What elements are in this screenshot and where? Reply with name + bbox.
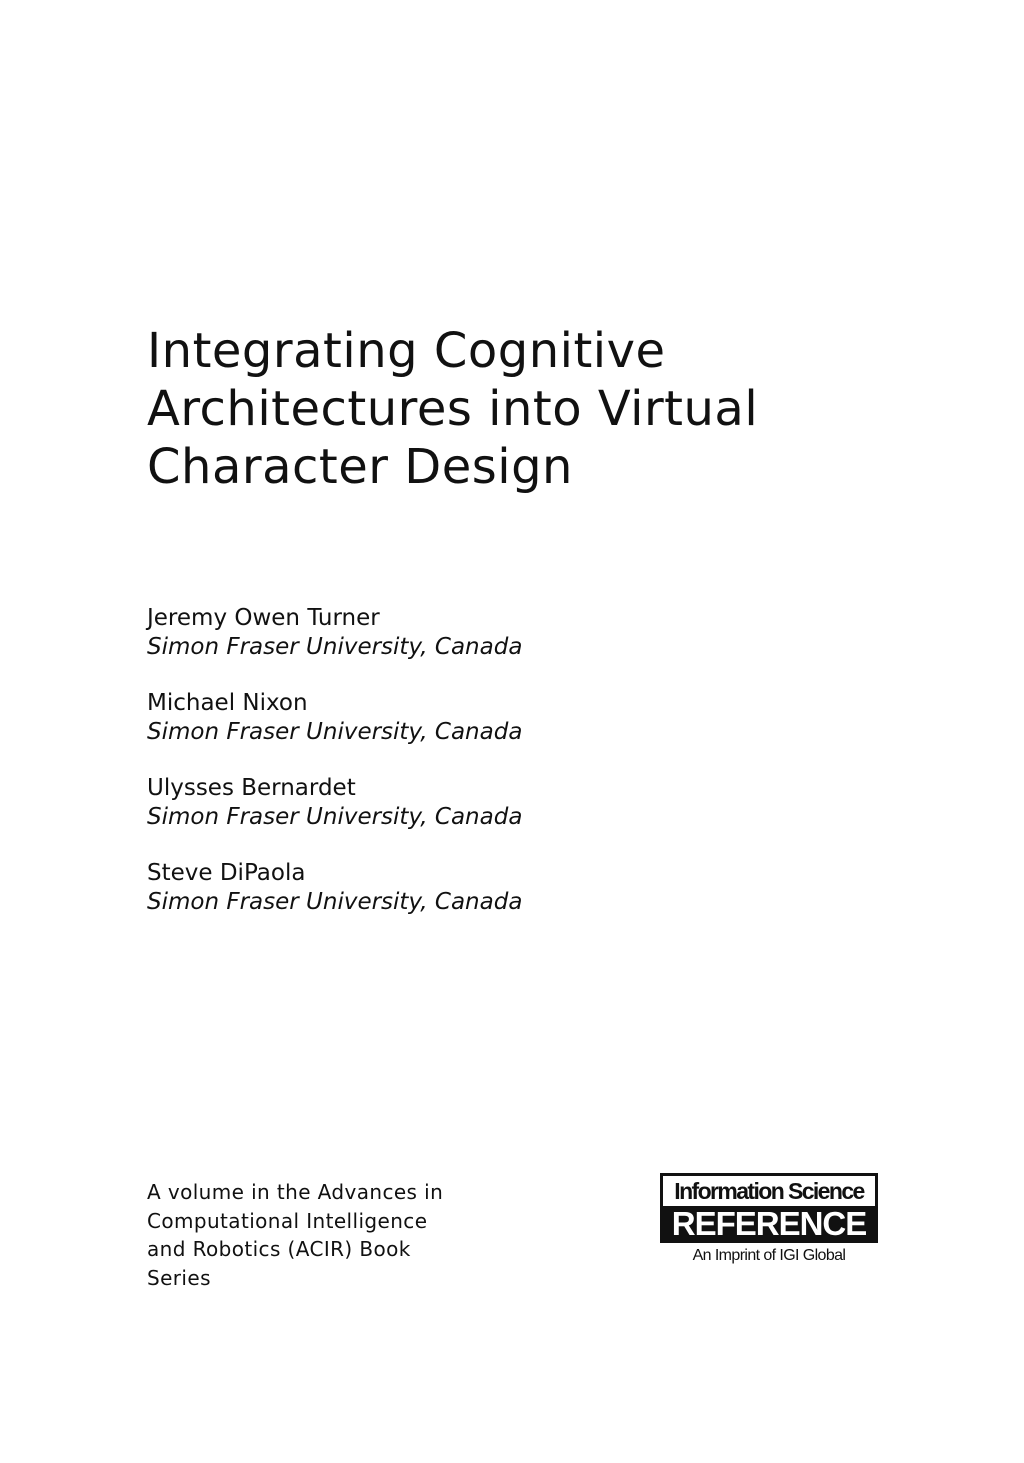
author-affiliation: Simon Fraser University, Canada xyxy=(147,719,523,745)
publisher-imprint-caption: An Imprint of IGI Global xyxy=(692,1247,846,1264)
book-title-line: Integrating Cognitive xyxy=(147,323,666,379)
series-line: Computational Intelligence xyxy=(147,1208,428,1233)
author-entry xyxy=(147,859,667,944)
series-line: Series xyxy=(147,1265,211,1290)
author-affiliation: Simon Fraser University, Canada xyxy=(147,804,523,830)
author-entry xyxy=(147,774,667,859)
author-name: Ulysses Bernardet xyxy=(147,775,356,801)
publisher-logo-top-text: Information Science xyxy=(663,1176,875,1206)
book-title xyxy=(147,322,927,496)
publisher-logo xyxy=(660,1173,878,1265)
series-line: A volume in the Advances in xyxy=(147,1180,444,1204)
author-name: Michael Nixon xyxy=(147,690,308,716)
publisher-logo-bottom-text: REFERENCE xyxy=(663,1206,875,1240)
series-line: and Robotics (ACIR) Book xyxy=(147,1237,411,1261)
book-title-line: Architectures into Virtual xyxy=(147,381,759,437)
book-title-line: Character Design xyxy=(147,439,573,495)
publisher-logo-box xyxy=(660,1173,878,1243)
author-list xyxy=(147,604,667,944)
author-name: Jeremy Owen Turner xyxy=(147,605,380,631)
author-entry xyxy=(147,689,667,774)
author-affiliation: Simon Fraser University, Canada xyxy=(147,889,523,915)
series-statement xyxy=(147,1178,547,1292)
author-entry xyxy=(147,604,667,689)
author-affiliation: Simon Fraser University, Canada xyxy=(147,634,523,660)
author-name: Steve DiPaola xyxy=(147,860,306,886)
